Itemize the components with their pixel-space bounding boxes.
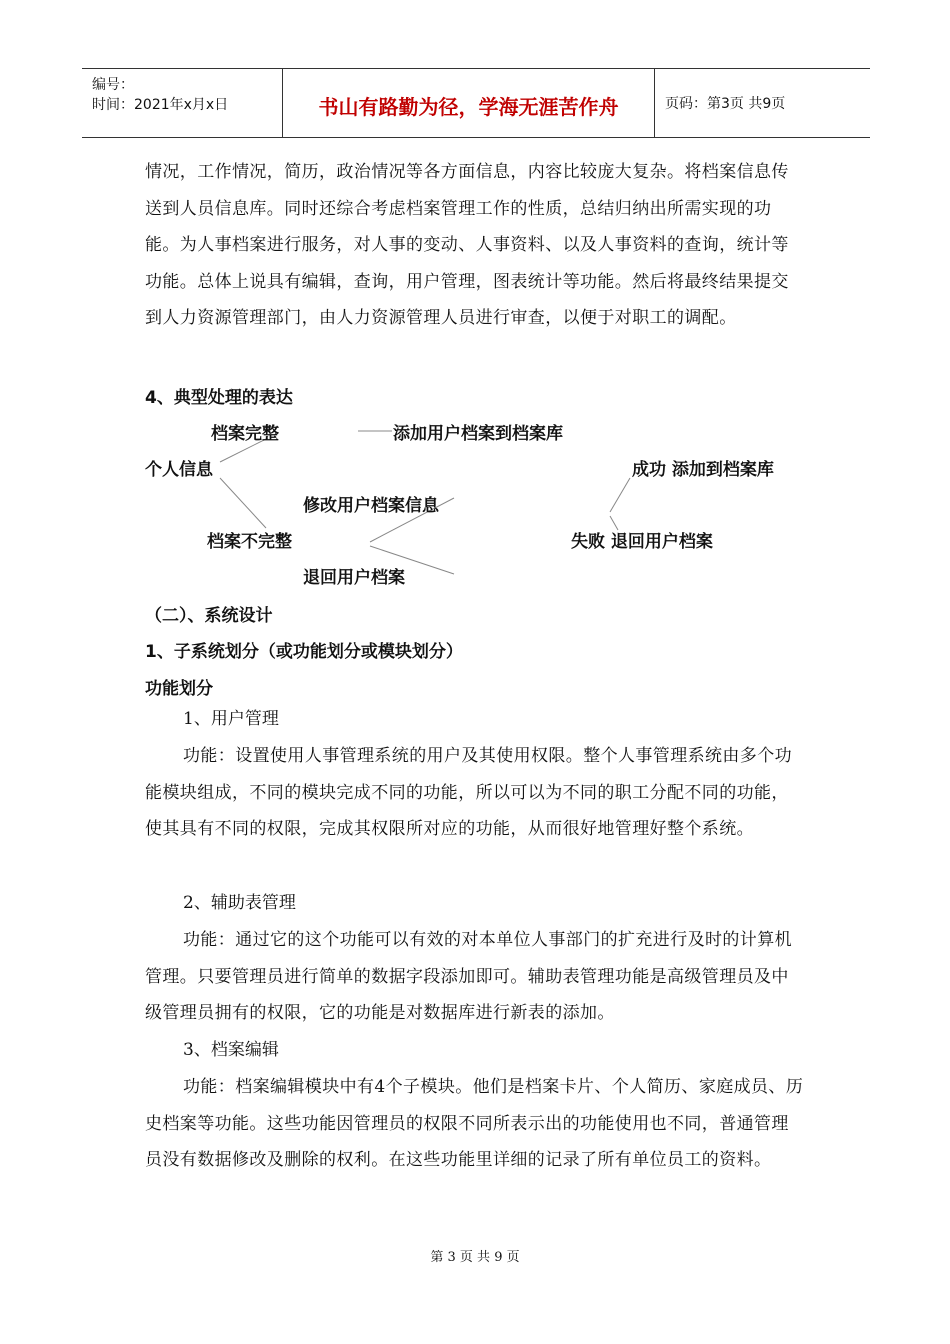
document-number: 编号： xyxy=(92,77,134,93)
intro-paragraph: 情况，工作情况，简历，政治情况等各方面信息，内容比较庞大复杂。将档案信息传送到人员信息库。同时还综合考虑档案管理工作的性质，总结归纳出所需实现的功能。为人事档案进行服务，对人事的变动、人事资料、以及人事资料的查询，统计等功能。总体上说具有编辑，查询，用户管理，图表统计等功能。然后将最终结果提交到人力资源管理部门，由人力资源管理人员进行审查，以便于对职工的调配。 xyxy=(145,162,789,328)
document-date: 时间：2021年x月x日 xyxy=(92,97,229,113)
item-body-auxiliary-table: 功能：通过它的这个功能可以有效的对本单位人事部门的扩充进行及时的计算机管理。只要管理员进行简单的数据字段添加即可。辅助表管理功能是高级管理员及中级管理员拥有的权限，它的功能是对数据库进行新表的添加。 xyxy=(145,930,792,1023)
page-footer: 第 3 页 共 9 页 xyxy=(430,1250,520,1265)
diagram-node-success: 成功 添加到档案库 xyxy=(632,460,774,480)
connector-line xyxy=(220,478,266,528)
function-division-heading: 功能划分 xyxy=(145,679,213,699)
header-motto: 书山有路勤为径，学海无涯苦作舟 xyxy=(318,95,619,119)
diagram-node-return: 退回用户档案 xyxy=(303,568,405,588)
diagram-node-add-to-library: 添加用户档案到档案库 xyxy=(393,424,563,444)
diagram-node-incomplete: 档案不完整 xyxy=(207,532,292,552)
connector-line xyxy=(610,478,630,512)
diagram-node-failure: 失败 退回用户档案 xyxy=(571,532,713,552)
section-heading-system-design: （二）、系统设计 xyxy=(145,606,273,626)
diagram-node-complete: 档案完整 xyxy=(211,424,279,444)
subsystem-heading: 1、子系统划分（或功能划分或模块划分） xyxy=(145,642,463,662)
item-body-archive-editing: 功能：档案编辑模块中有4个子模块。他们是档案卡片、个人简历、家庭成员、历史档案等功能。这些功能因管理员的权限不同所表示出的功能使用也不同，普通管理员没有数据修改及删除的权利。在这些功能里详细的记录了所有单位员工的资料。 xyxy=(145,1077,804,1170)
diagram-node-personal-info: 个人信息 xyxy=(145,460,213,480)
item-title-archive-editing: 3、档案编辑 xyxy=(183,1040,279,1060)
item-title-auxiliary-table: 2、辅助表管理 xyxy=(183,893,296,913)
header-page-number: 页码：第3页 共9页 xyxy=(665,96,786,112)
item-title-user-management: 1、用户管理 xyxy=(183,709,279,729)
section-heading-typical-processing: 4、典型处理的表达 xyxy=(145,388,293,408)
item-body-user-management: 功能：设置使用人事管理系统的用户及其使用权限。整个人事管理系统由多个功能模块组成，不同的模块完成不同的功能，所以可以为不同的职工分配不同的功能，使其具有不同的权限，完成其权限所对应的功能，从而很好地管理好整个系统。 xyxy=(145,746,792,839)
diagram-node-modify: 修改用户档案信息 xyxy=(303,496,439,516)
